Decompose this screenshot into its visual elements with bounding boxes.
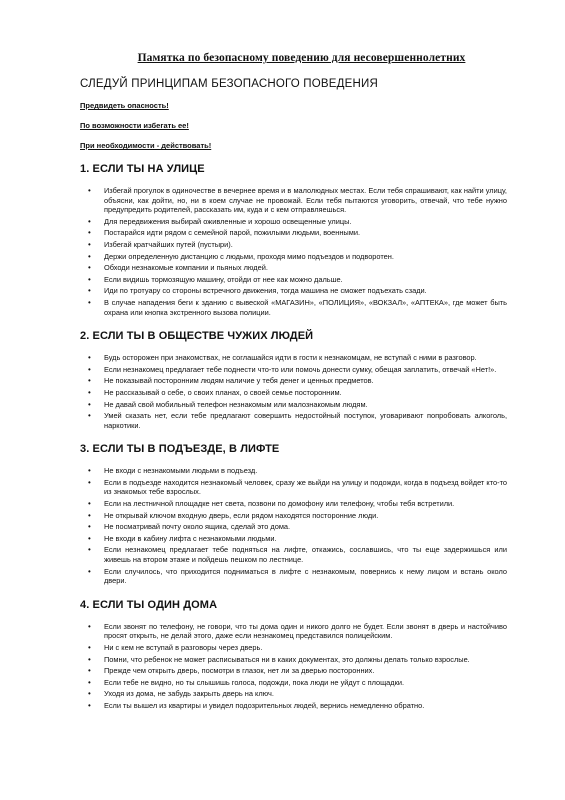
list-item: • Если незнакомец предлагает тебе поднести что-то или помочь донести сумку, обещая заплатить, отвечай «Нет!».: [80, 365, 507, 375]
main-heading: СЛЕДУЙ ПРИНЦИПАМ БЕЗОПАСНОГО ПОВЕДЕНИЯ: [80, 78, 378, 90]
list-item: • Не посматривай почту около ящика, сделай это дома.: [80, 522, 507, 532]
list-item: • Не входи в кабину лифта с незнакомыми людьми.: [80, 534, 507, 544]
list-item: • Иди по тротуару со стороны встречного движения, тогда машина не сможет подъехать сзади.: [80, 286, 507, 296]
list-item: • Ни с кем не вступай в разговоры через дверь.: [80, 643, 507, 653]
section-heading: 2. ЕСЛИ ТЫ В ОБЩЕСТВЕ ЧУЖИХ ЛЮДЕЙ: [80, 330, 314, 343]
list-item: • Если ты вышел из квартиры и увидел подозрительных людей, вернись немедленно обратно.: [80, 701, 507, 711]
list-item: • Не давай свой мобильный телефон незнакомым или малознакомым людям.: [80, 400, 507, 410]
sections-container: [80, 163, 507, 711]
section-list: [80, 186, 507, 317]
list-item: • Постарайся идти рядом с семейной парой, пожилыми людьми, военными.: [80, 228, 507, 238]
section-list: [80, 353, 507, 430]
section-heading: 1. ЕСЛИ ТЫ НА УЛИЦЕ: [80, 163, 205, 175]
principles-list: [80, 101, 507, 150]
list-item: • Обходи незнакомые компании и пьяных людей.: [80, 263, 507, 273]
list-item: • Если в подъезде находится незнакомый человек, сразу же выйди на улицу и подожди, когда в подъезд войдет кто-то из знакомых тебе взрослых.: [80, 478, 507, 497]
list-item: • Держи определенную дистанцию с людьми, проходя мимо подъездов и подворотен.: [80, 252, 507, 262]
section-list: [80, 466, 507, 586]
list-item: • Если тебе не видно, но ты слышишь голоса, подожди, пока люди не уйдут с площадки.: [80, 678, 507, 688]
list-item: • Не входи с незнакомыми людьми в подъезд.: [80, 466, 507, 476]
list-item: • Избегай прогулок в одиночестве в вечернее время и в малолюдных местах. Если тебя спрашивают, как найти улицу, объясни, как дойти, но, ни в коем случае не провожай. Если тебя пытаются уговорить, отвечай, что тебе нужно предупредить родителей, рассказать им, куда и с кем отправляешься.: [80, 186, 507, 215]
list-item: • Уходя из дома, не забудь закрыть дверь на ключ.: [80, 689, 507, 699]
document-title: Памятка по безопасному поведению для несовершеннолетних: [137, 52, 466, 64]
list-item: • Помни, что ребенок не может расписываться ни в каких документах, это должны делать только взрослые.: [80, 655, 507, 665]
list-item: • Если незнакомец предлагает тебе подняться на лифте, откажись, сославшись, что ты еще задержишься или живешь на втором этаже и пойдешь пешком по лестнице.: [80, 545, 507, 564]
list-item: • Прежде чем открыть дверь, посмотри в глазок, нет ли за дверью посторонних.: [80, 666, 507, 676]
list-item: • Будь осторожен при знакомствах, не соглашайся идти в гости к незнакомцам, не вступай с ними в разговор.: [80, 353, 507, 363]
list-item: • Не открывай ключом входную дверь, если рядом находятся посторонние люди.: [80, 511, 507, 521]
list-item: • Если случилось, что приходится подниматься в лифте с незнакомым, повернись к нему лицом и встань около двери.: [80, 567, 507, 586]
section-heading: 4. ЕСЛИ ТЫ ОДИН ДОМА: [80, 598, 218, 611]
list-item: • Не показывай посторонним людям наличие у тебя денег и ценных предметов.: [80, 376, 507, 386]
principle-item: По возможности избегать ее!: [80, 121, 189, 130]
list-item: • Для передвижения выбирай оживленные и хорошо освещенные улицы.: [80, 217, 507, 227]
list-item: • Если звонят по телефону, не говори, что ты дома один и никого долго не будет. Если звонят в дверь и настойчиво просят открыть, не делай этого, даже если незнакомец представился полицейским.: [80, 622, 507, 641]
principle-item: Предвидеть опасность!: [80, 101, 169, 110]
list-item: • Избегай кратчайших путей (пустыри).: [80, 240, 507, 250]
section-list: [80, 622, 507, 711]
list-item: • Не рассказывай о себе, о своих планах, о своей семье посторонним.: [80, 388, 507, 398]
list-item: • В случае нападения беги к зданию с вывеской «МАГАЗИН», «ПОЛИЦИЯ», «ВОКЗАЛ», «АПТЕКА», где может быть охрана или кнопка экстренного вызова полиции.: [80, 298, 507, 317]
section-heading: 3. ЕСЛИ ТЫ В ПОДЪЕЗДЕ, В ЛИФТЕ: [80, 443, 280, 456]
list-item: • Если на лестничной площадке нет света, позвони по домофону или телефону, чтобы тебя встретили.: [80, 499, 507, 509]
list-item: • Если видишь тормозящую машину, отойди от нее как можно дальше.: [80, 275, 507, 285]
principle-item: При необходимости - действовать!: [80, 141, 212, 150]
list-item: • Умей сказать нет, если тебе предлагают совершить недостойный поступок, уговаривают попробовать алкоголь, наркотики.: [80, 411, 507, 430]
